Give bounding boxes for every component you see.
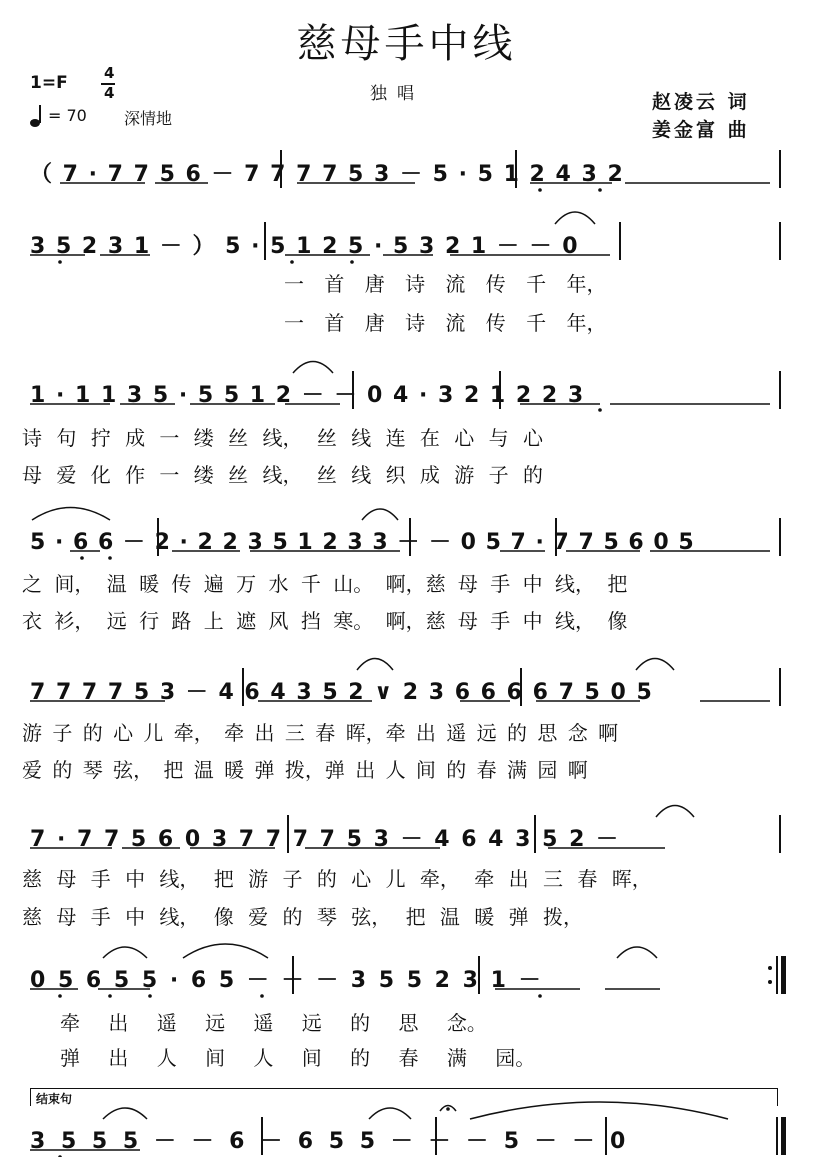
system-4-lyric-verse-1: 之 间， 温 暖 传 遍 万 水 千 山。 啊，慈 母 手 中 线， 把: [22, 572, 628, 596]
system-5-lyric-verse-1: 游 子 的 心 儿 牵， 牵 出 三 春 晖，牵 出 遥 远 的 思 念 啊: [22, 721, 619, 745]
system-6-lyric-verse-2: 慈 母 手 中 线， 像 爱 的 琴 弦， 把 温 暖 弹 拨，: [22, 905, 584, 929]
system-3-notes: 1 · 1 1 3 5 · 5 5 1 2 － － 0 4 · 3 2 1 2 2 3: [30, 383, 584, 408]
system-4-notes: 5 · 6 6 － 2 · 2 2 3 5 1 2 3 3 － － 0 5 7 · 7 7 5 6 0 5: [30, 530, 694, 555]
system-5-notes: 7 7 7 7 5 3 － 4 6 4 3 5 2 ∨ 2 3 6 6 6 6 7 5 0 5: [30, 680, 652, 705]
key-signature: 1=F: [30, 73, 68, 93]
ending-label: 结束句: [36, 1092, 73, 1106]
time-signature-bottom: 4: [104, 84, 115, 102]
system-5-lyric-verse-2: 爱 的 琴 弦， 把 温 暖 弹 拨，弹 出 人 间 的 春 满 园 啊: [22, 758, 588, 782]
composer-credit: 姜金富 曲: [652, 119, 750, 141]
performance-type: 独唱: [370, 84, 424, 104]
system-7-lyric-verse-2: 弹 出 人 间 人 间 的 春 满 园。: [60, 1046, 536, 1070]
expression-mark: 深情地: [124, 109, 173, 128]
song-title: 慈母手中线: [296, 21, 517, 67]
system-2-lyric-verse-1: 一 首 唐 诗 流 传 千 年，: [284, 272, 607, 296]
system-2-lyric-verse-2: 一 首 唐 诗 流 传 千 年，: [284, 311, 607, 335]
system-7-lyric-verse-1: 牵 出 遥 远 遥 远 的 思 念。: [60, 1011, 487, 1035]
system-3-lyric-verse-2: 母 爱 化 作 一 缕 丝 线， 丝 线 织 成 游 子 的: [22, 463, 544, 487]
system-6-lyric-verse-1: 慈 母 手 中 线， 把 游 子 的 心 儿 牵， 牵 出 三 春 晖，: [22, 867, 652, 891]
lyricist-credit: 赵凌云 词: [652, 91, 750, 113]
time-signature-top: 4: [104, 64, 115, 82]
tempo-value: = 70: [48, 106, 87, 125]
system-6-notes: 7 · 7 7 5 6 0 3 7 7 7 7 5 3 － 4 6 4 3 5 2 －: [30, 827, 619, 852]
system-8-notes: 3 5 5 5 － － 6 － 6 5 5 － － － 5 － － 0: [30, 1129, 626, 1154]
system-4-lyric-verse-2: 衣 衫， 远 行 路 上 遮 风 挡 寒。 啊，慈 母 手 中 线， 像: [22, 609, 628, 633]
system-1-notes: （ 7 · 7 7 5 6 － 7 7 7 7 5 3 － 5 · 5 1 2 4 3 2: [30, 162, 623, 187]
system-3-lyric-verse-1: 诗 句 拧 成 一 缕 丝 线， 丝 线 连 在 心 与 心: [22, 426, 544, 450]
system-7-notes: 0 5 6 5 5 · 6 5 － － － 3 5 5 2 3 1 －: [30, 968, 541, 993]
system-2-notes: 3 5 2 3 1 － ） 5 · 5 1 2 5 · 5 3 2 1 － － 0: [30, 234, 578, 259]
